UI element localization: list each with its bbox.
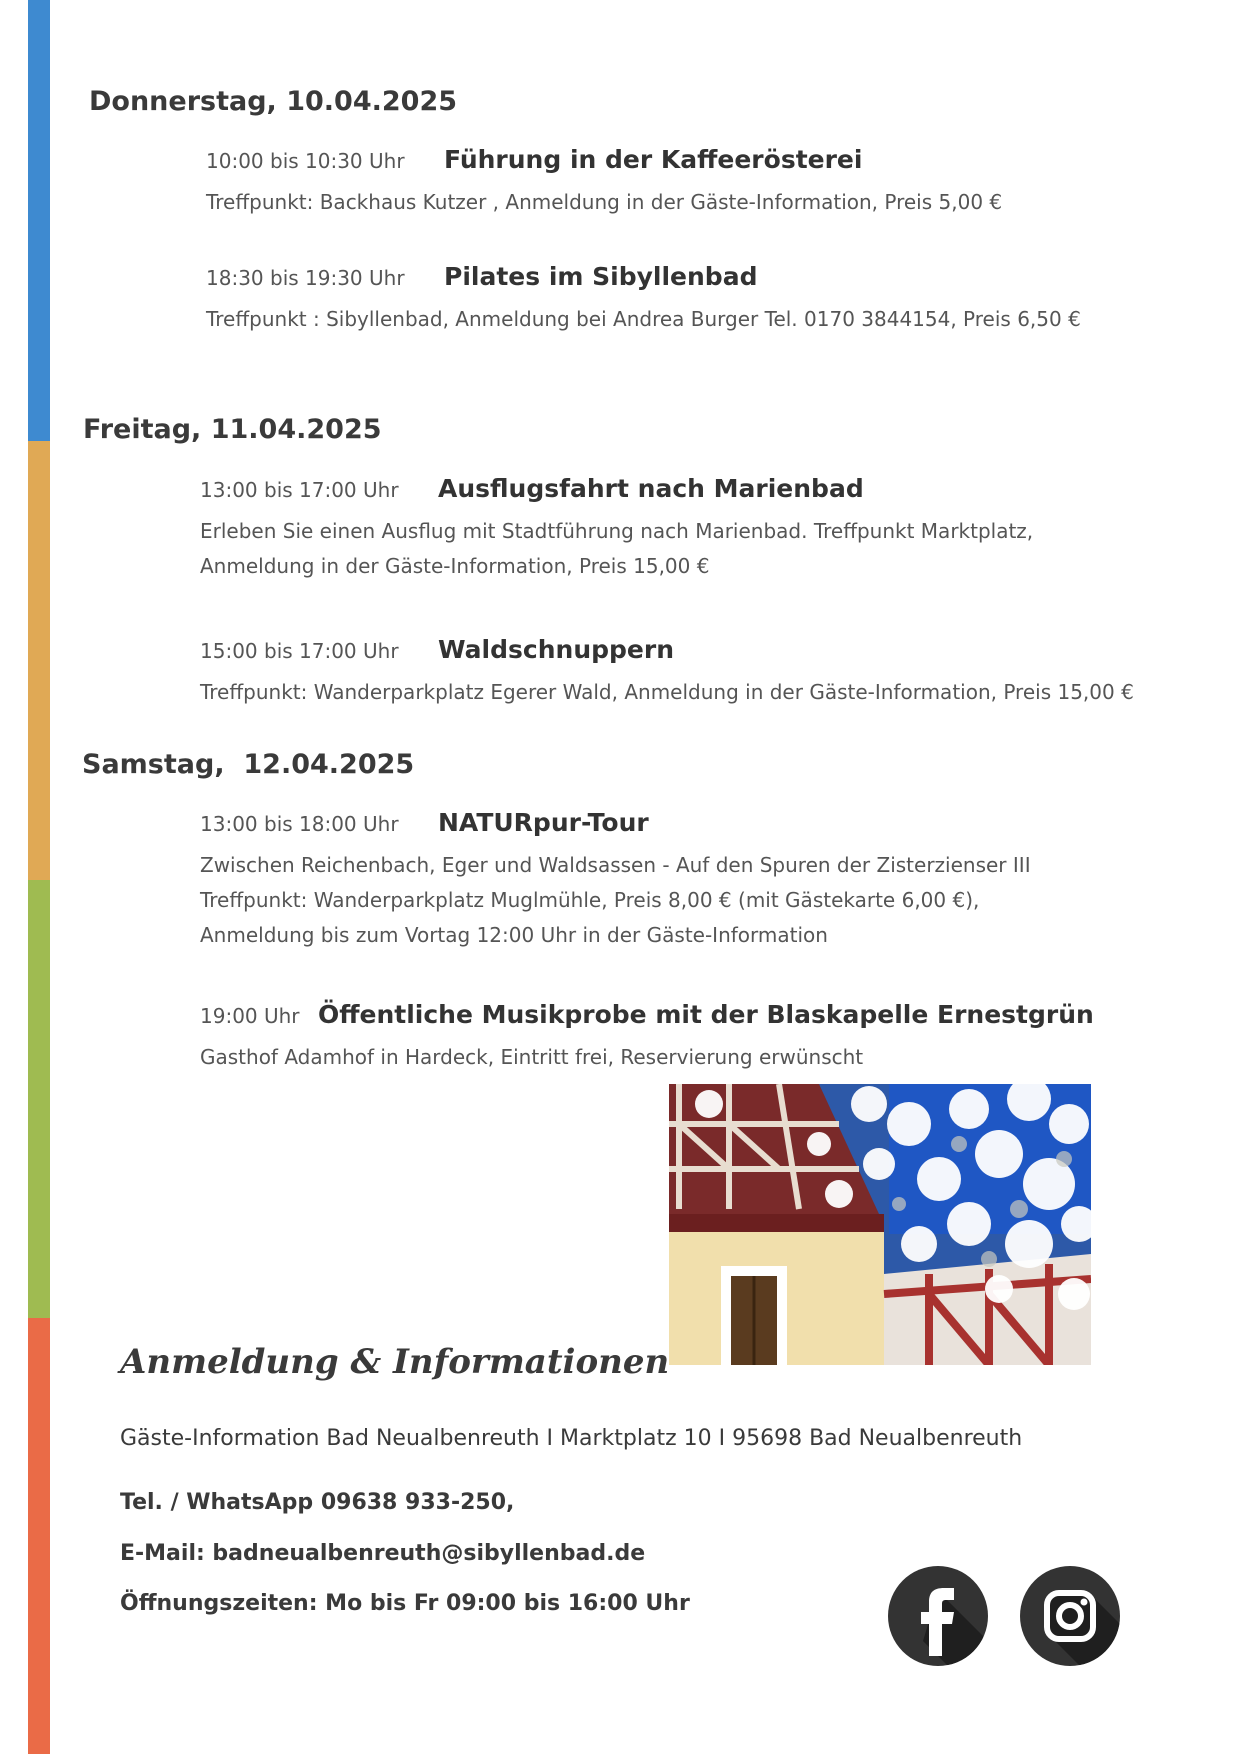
event-time: 18:30 bis 19:30 Uhr [206,266,405,290]
event-time-title [200,808,649,837]
event-time: 19:00 Uhr [200,1004,300,1028]
color-bar-orange [28,441,50,880]
color-bar-blue [28,0,50,441]
event-title: Pilates im Sibyllenbad [444,262,758,291]
event-description-line: Treffpunkt: Wanderparkplatz Muglmühle, Preis 8,00 € (mit Gästekarte 6,00 €), [200,888,980,912]
event-time: 15:00 bis 17:00 Uhr [200,639,399,663]
event-time: 10:00 bis 10:30 Uhr [206,149,405,173]
day-heading-saturday: Samstag, 12.04.2025 [82,749,415,780]
event-description [206,185,1002,220]
event-description-line: Treffpunkt : Sibyllenbad, Anmeldung bei Andrea Burger Tel. 0170 3844154, Preis 6,50 € [206,307,1081,331]
event-time: 13:00 bis 17:00 Uhr [200,478,399,502]
house-blossom-photo [669,1084,1091,1365]
info-email: E-Mail: badneualbenreuth@sibyllenbad.de [120,1541,646,1566]
info-phone: Tel. / WhatsApp 09638 933-250, [120,1490,515,1515]
info-heading: Anmeldung & Informationen [120,1342,670,1382]
event-title: Waldschnuppern [438,635,674,664]
day-heading-friday: Freitag, 11.04.2025 [83,414,382,445]
event-title: Ausflugsfahrt nach Marienbad [438,474,864,503]
color-bar-red [28,1318,50,1754]
event-title: NATURpur-Tour [438,808,649,837]
event-description [206,302,1081,337]
event-description-line: Zwischen Reichenbach, Eger und Waldsassen - Auf den Spuren der Zisterzienser III [200,853,1031,877]
event-description [200,514,1033,584]
event-time-title [200,474,864,503]
event-description-line: Anmeldung in der Gäste-Information, Preis 15,00 € [200,554,710,578]
facebook-icon[interactable] [888,1566,988,1666]
day-heading-thursday: Donnerstag, 10.04.2025 [89,86,458,117]
event-time-title [206,145,862,174]
info-address: Gäste-Information Bad Neualbenreuth I Marktplatz 10 I 95698 Bad Neualbenreuth [120,1426,1023,1451]
event-time-title [200,635,674,664]
event-description-line: Gasthof Adamhof in Hardeck, Eintritt frei, Reservierung erwünscht [200,1045,864,1069]
event-description [200,675,1134,710]
event-description [200,848,1031,953]
event-description-line: Erleben Sie einen Ausflug mit Stadtführung nach Marienbad. Treffpunkt Marktplatz, [200,519,1034,543]
event-description [200,1040,863,1075]
event-time-title [206,262,757,291]
event-description-line: Treffpunkt: Wanderparkplatz Egerer Wald, Anmeldung in der Gäste-Information, Preis 15,00 € [200,680,1134,704]
event-description-line: Anmeldung bis zum Vortag 12:00 Uhr in der Gäste-Information [200,923,828,947]
event-title: Öffentliche Musikprobe mit der Blaskapelle Ernestgrün [318,1000,1094,1029]
event-time: 13:00 bis 18:00 Uhr [200,812,399,836]
info-hours: Öffnungszeiten: Mo bis Fr 09:00 bis 16:00 Uhr [120,1591,690,1616]
event-title: Führung in der Kaffeerösterei [444,145,863,174]
instagram-icon[interactable] [1020,1566,1120,1666]
color-bar-green [28,880,50,1318]
event-time-title [200,1000,1094,1029]
event-description-line: Treffpunkt: Backhaus Kutzer , Anmeldung in der Gäste-Information, Preis 5,00 € [206,190,1003,214]
